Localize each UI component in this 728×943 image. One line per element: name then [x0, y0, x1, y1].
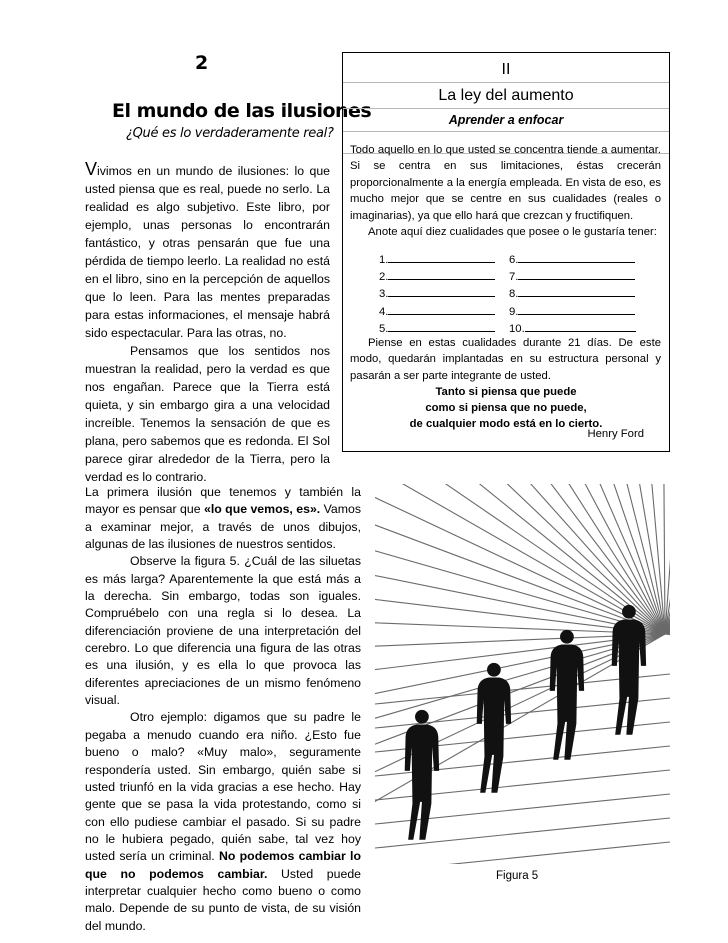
- box-title: La ley del aumento: [438, 87, 574, 104]
- blank-line-5[interactable]: [388, 320, 495, 332]
- box-divider: [343, 82, 669, 83]
- quote-author: Henry Ford: [587, 428, 644, 440]
- blank-line-10[interactable]: [525, 320, 636, 332]
- perspective-line: [665, 484, 670, 634]
- blank-line-6[interactable]: [518, 251, 635, 263]
- perspective-line: [665, 486, 670, 634]
- body-paragraph-1: La primera ilusión que tenemos y también la mayor es pensar que «lo que vemos, es». Vamos a examinar mejor, a través de unos dibujos, algunas de las ilusiones de nuestros sentidos.: [85, 485, 362, 552]
- chapter-title: El mundo de las ilusiones: [112, 100, 372, 122]
- perspective-line: [665, 484, 670, 634]
- perspective-line: [665, 484, 670, 634]
- perspective-line: [665, 634, 670, 654]
- perspective-line: [665, 484, 670, 634]
- box-divider: [343, 108, 669, 109]
- perspective-line: [665, 484, 670, 634]
- figure-5-illusion: [375, 484, 670, 864]
- box-paragraph-2: Anote aquí diez cualidades que posee o le gustaría tener:: [368, 226, 657, 239]
- box-roman-numeral: II: [501, 61, 511, 78]
- perspective-line: [665, 484, 670, 634]
- body-paragraph-2: Observe la figura 5. ¿Cuál de las siluetas es más larga? Aparentemente la que está más a la derecha. Sin embargo, todas son iguales. Compruébelo con una regla si lo desea. La diferenciación proviene de una interpretación del cerebro. Lo que diferencia una figura de las otras es una ilusión, y es ella lo que provoca las diferentes apreciaciones de un mismo fenómeno visual.: [85, 554, 361, 708]
- blank-line-1[interactable]: [388, 251, 495, 263]
- blank-line-2[interactable]: [388, 268, 495, 280]
- ford-quote: Tanto si piensa que puede como si piensa que no puede, de cualquier modo está en lo cierto.: [409, 386, 603, 430]
- perspective-line: [665, 484, 670, 634]
- floor-line: [375, 842, 670, 864]
- chapter-subtitle: ¿Qué es lo verdaderamente real?: [126, 126, 334, 141]
- body-paragraph-3: Otro ejemplo: digamos que su padre le pegaba a menudo cuando era niño. ¿Esto fue bueno o malo? «Muy malo», seguramente respondería usted. Sin embargo, quién sabe si usted triunfó en la vida gracias a ese hecho. Hay gente que se pasa la vida protestando, como si con ello pudiese cambiar el pasado. Si su padre no le hubiera pegado, quién sabe, tal vez hoy usted sería un criminal. No podemos cambiar lo que no podemos cambiar. Usted puede interpretar cualquier hecho como bueno o como malo. Depende de su punto de vista, de su visión del mundo.: [85, 710, 361, 933]
- drop-cap: V: [85, 159, 98, 179]
- box-subtitle: Aprender a enfocar: [448, 113, 564, 127]
- qualities-list: 1. 6. 2. 7. 3. 8. 4. 9. 5. 10.: [379, 251, 639, 337]
- intro-paragraph-1: Vivimos en un mundo de ilusiones: lo que usted piensa que es real, puede no serlo. La realidad es algo subjetivo. Este libro, por ejemplo, unas personas lo encontrarán fantástico, y otras pensarán que fue una pérdida de tiempo leerlo. La realidad no está en el libro, sino en la percepción de aquellos que lo leen. Para las mentes preparadas para estas informaciones, el mensaje habrá sido espectacular. Para las otras, no.: [85, 159, 330, 340]
- blank-line-7[interactable]: [518, 268, 635, 280]
- intro-paragraph-2: Pensamos que los sentidos nos muestran la realidad, pero la verdad es que nos engañan. Parece que la Tierra está quieta, y sin embargo gira a una velocidad increíble. Tenemos la sensación de que es plana, pero sabemos que es redonda. El Sol parece girar alrededor de la Tierra, pero la verdad es lo contrario.: [85, 344, 330, 484]
- box-paragraph-3: Piense en estas cualidades durante 21 días. De este modo, quedarán implantadas en su estructura personal y pasarán a ser parte integrante de usted.: [350, 337, 661, 382]
- chapter-number: 2: [195, 52, 209, 74]
- blank-line-9[interactable]: [518, 303, 635, 315]
- perspective-line: [665, 484, 670, 634]
- perspective-line: [665, 484, 670, 634]
- main-column: [85, 484, 361, 935]
- perspective-line: [665, 484, 670, 634]
- blank-line-4[interactable]: [388, 303, 495, 315]
- blank-line-3[interactable]: [388, 285, 495, 297]
- intro-column: [85, 160, 330, 486]
- perspective-line: [665, 484, 670, 634]
- silhouette-3: [550, 630, 584, 760]
- perspective-line: [665, 484, 670, 634]
- perspective-line: [665, 484, 670, 634]
- box-divider: [343, 131, 669, 132]
- perspective-line: [665, 484, 670, 634]
- blank-line-8[interactable]: [518, 285, 635, 297]
- silhouette-4: [612, 605, 646, 735]
- figure-caption: Figura 5: [496, 870, 539, 882]
- floor-line: [375, 818, 670, 848]
- sidebar-box: [342, 52, 670, 452]
- perspective-line: [665, 484, 670, 634]
- box-body: [350, 142, 661, 240]
- silhouette-2: [477, 663, 511, 793]
- perspective-line: [665, 484, 670, 634]
- box-paragraph-1: Todo aquello en lo que usted se concentra tiende a aumentar. Si se centra en sus limitaciones, éstas crecerán proporcionalmente a la energía empleada. En vista de eso, es mucho mejor que se centre en sus cualidades (reales o imaginarias), ya que ello hará que crezcan y fructifiquen.: [350, 144, 661, 222]
